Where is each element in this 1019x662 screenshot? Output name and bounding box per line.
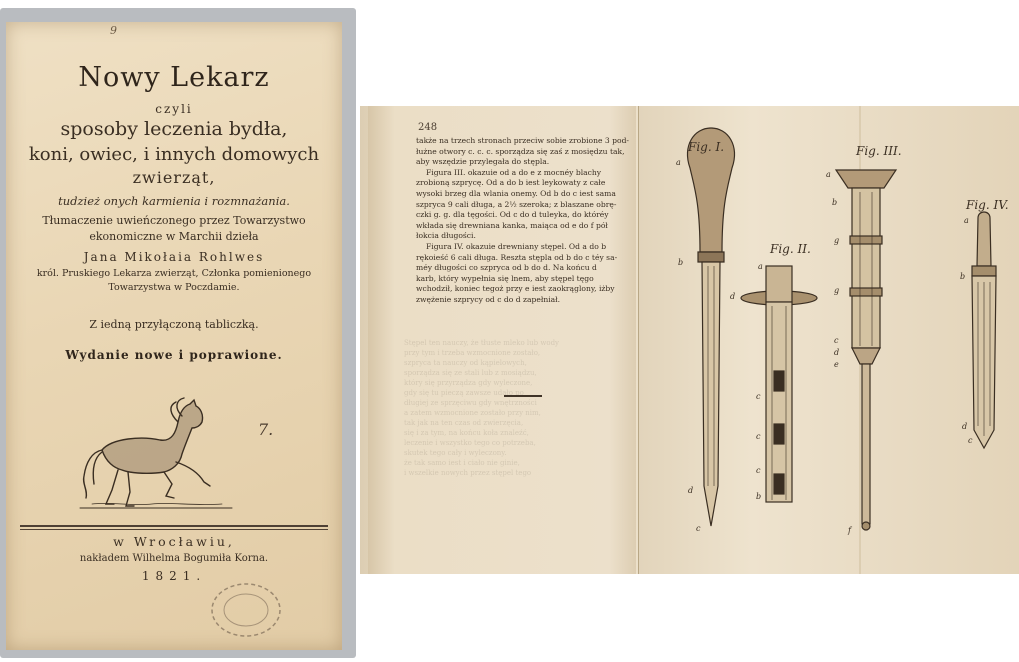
figure-3-label: Fig. III. (856, 144, 902, 158)
figure-1-plunger (687, 128, 734, 526)
translation-note-2: ekonomiczne w Marchii dzieła (89, 230, 259, 243)
book-cover (0, 8, 356, 658)
library-stamp (206, 578, 286, 642)
text-line: wkłada się drewniana kanka, maiąca od e do f pół (416, 220, 608, 230)
text-line: zrobioną szprycę. Od a do b iest leykowaty z całe (416, 178, 606, 188)
subtitle-czyli: czyli (155, 102, 193, 116)
imprint-year: 1821. (141, 569, 207, 583)
fig4-letter: b (960, 272, 966, 281)
imprint-city: w Wrocławiu, (113, 534, 235, 549)
translation-note-1: Tłumaczenie uwieńczonego przez Towarzystwo (42, 214, 306, 227)
horse-engraving (72, 392, 242, 512)
figure-2-cylinder (741, 266, 817, 502)
book-title: Nowy Lekarz (78, 62, 270, 93)
bleed-line: sporządza się ze stali lub z mosiądzu, (404, 369, 537, 377)
table-note: Z iedną przyłączoną tabliczką. (89, 318, 259, 331)
text-line: rękoieść 6 cali długa. Reszta stępla od b do c téy sa- (416, 252, 618, 262)
text-line: wchodził, koniec tegoż przy e iest zaokrąglony, iżby (416, 284, 615, 294)
fig3-letter: g (834, 236, 840, 245)
bleed-line: leczenie i wszystko tego co potrzeba, (404, 439, 536, 447)
text-line: Figura III. okazuie od a do e z mocnéy blachy (426, 167, 602, 177)
author-role-1: król. Pruskiego Lekarza zwierząt, Członka pomienionego (36, 268, 312, 279)
text-line: Figura IV. okazuie drewniany stępel. Od a do b (426, 241, 607, 251)
author-role-2: Towarzystwa w Poczdamie. (108, 282, 240, 293)
author-name: Jana Mikołaia Rohlwes (83, 250, 265, 264)
fig2-letter: c (756, 392, 761, 401)
text-line: wysoki brzeg dla wlania onemy. Od b do c iest sama (416, 188, 616, 198)
engraved-plate (638, 106, 1019, 574)
text-line: aby wszędzie przylegała do stępla. (416, 157, 550, 167)
fig1-letter: d (688, 486, 694, 495)
subtitle-line-3: zwierząt, (132, 168, 216, 187)
bleed-line: się i za tym, na końcu koła znaleźć, (404, 429, 529, 437)
fig1-letter: c (696, 524, 701, 533)
subtitle-line-4: tudzież onych karmienia i rozmnażania. (58, 194, 290, 208)
book-spread (360, 106, 1019, 574)
rule-thick (20, 525, 328, 527)
ink-mark: 7. (258, 420, 274, 439)
bleed-line: gdy się tu pieczą zawsze udało po (404, 389, 524, 397)
figure-2-label: Fig. II. (770, 242, 811, 256)
text-line: méy długości co szpryca od b do d. Na końcu d (416, 263, 597, 273)
page-number: 248 (418, 122, 438, 133)
fig3-letter: e (834, 360, 839, 369)
text-page (368, 106, 636, 574)
text-block (416, 136, 636, 306)
imprint-publisher: nakładem Wilhelma Bogumiła Korna. (79, 553, 269, 564)
fig1-letter: a (676, 158, 681, 167)
figure-1-label: Fig. I. (688, 140, 725, 154)
fig2-letter: a (758, 262, 763, 271)
fig1-letter: b (678, 258, 684, 267)
bleed-line: skutek tego cały i wyleczony. (404, 449, 507, 457)
fig3-letter: b (832, 198, 838, 207)
fig3-letter: g (834, 286, 840, 295)
fig2-letter: b (756, 492, 762, 501)
fig2-letter: c (756, 466, 761, 475)
text-line: zwężenie szprycy od c do d zapełniał. (416, 294, 561, 304)
bleed-line: Stępel ten nauczy, że tłuste mleko lub wody (404, 339, 560, 347)
fig3-letter: a (826, 170, 831, 179)
bleed-line: długiej ze sprzęciwu gdy wnętrzności (404, 399, 537, 407)
fig3-letter: d (834, 348, 840, 357)
bleed-line: szpryca ta nauczy od kąpielowych, (404, 359, 527, 367)
bleed-through-text (404, 338, 630, 478)
bleed-line: i wszelkie nowych przez stępel tego (404, 469, 532, 477)
text-line: łokcia długości. (416, 231, 476, 241)
text-line: łużne otwory c. c. c. sporządza się zaś z mosiędzu tak, (416, 146, 625, 156)
fig2-letter: c (756, 432, 761, 441)
bleed-line: a zatem wzmocnione zostało przy nim, (404, 409, 541, 417)
bleed-line: przy tym i trzeba wzmocnione zostało, (404, 349, 541, 357)
text-line: czki g. g. dla tęgości. Od c do d tuleyka, do któréy (416, 210, 609, 220)
fig4-letter: a (964, 216, 969, 225)
figure-4-plunger (972, 212, 996, 448)
bleed-line: który się przyrządza gdy wyleczone, (404, 379, 533, 387)
bleed-line: że tak samo iest i ciało nie ginie, (404, 459, 520, 467)
text-line: także na trzech stronach przeciw sobie zrobione 3 pod- (416, 136, 629, 145)
fig2-letter: d (730, 292, 736, 301)
rule-thin (20, 529, 328, 530)
subtitle-line-2: koni, owiec, i innych domowych (28, 144, 320, 165)
corner-mark: 9 (110, 24, 117, 37)
figure-3-syringe (836, 170, 896, 530)
text-line: karb, który wypełnia się lnem, aby stępel tęgo (416, 273, 594, 283)
text-line: szpryca 9 cali długa, a 2½ szeroka; z blaszane obrę- (416, 199, 617, 209)
fig4-letter: d (962, 422, 968, 431)
fig3-letter: c (834, 336, 839, 345)
fig4-letter: c (968, 436, 973, 445)
figure-4-label: Fig. IV. (966, 198, 1009, 212)
bleed-line: tak jak na ten czas od zwierzęcia, (404, 419, 524, 427)
subtitle-line-1: sposoby leczenia bydła, (60, 118, 288, 140)
title-page (6, 22, 342, 650)
fig3-letter: f (848, 526, 851, 535)
edition-note: Wydanie nowe i poprawione. (65, 348, 283, 362)
